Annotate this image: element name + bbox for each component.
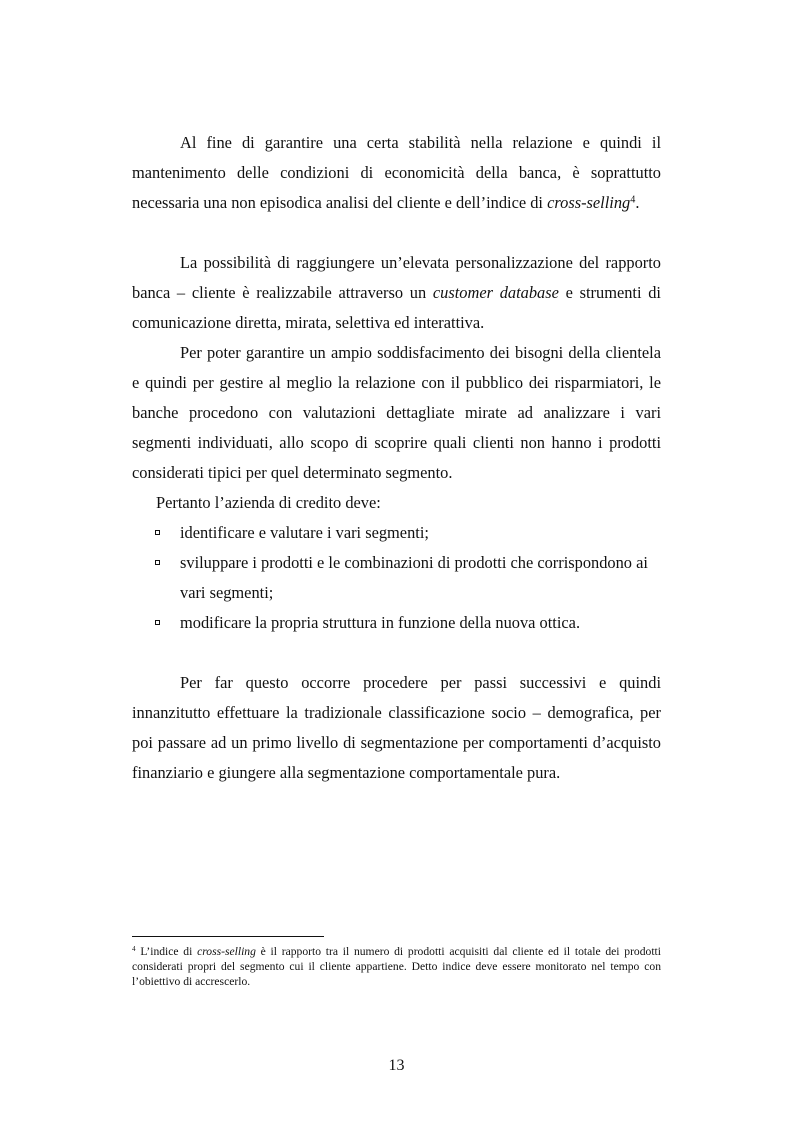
footnote-number: 4 bbox=[132, 945, 136, 954]
paragraph-4: Per far questo occorre procedere per passi successivi e quindi innanzitutto effettuare la tradizionale classificazione socio – demografica, per poi passare ad un primo livello di segmentazione per comportamenti d’acquisto finanziario e giungere alla segmentazione comportamentale pura. bbox=[132, 673, 661, 782]
paragraph-1-end: . bbox=[635, 193, 640, 212]
cross-selling-term: cross-selling bbox=[547, 193, 631, 212]
list-item-text: identificare e valutare i vari segmenti; bbox=[180, 523, 429, 542]
footnote bbox=[132, 944, 661, 989]
footnote-text-end: è il rapporto tra il numero di prodotti acquisiti dal cliente ed il totale dei prodotti considerati propri del segmento cui il cliente appartiene. Detto indice deve essere monitorato nel tempo con l’obiettivo di accrescerlo. bbox=[132, 945, 661, 988]
square-bullet-icon bbox=[155, 560, 160, 565]
paragraph-2-end: e strumenti di comunicazione diretta, mirata, selettiva ed interattiva. bbox=[132, 283, 661, 332]
footnote-reference[interactable]: 4 bbox=[630, 194, 636, 206]
bullet-list bbox=[155, 518, 661, 638]
paragraph-1 bbox=[132, 128, 661, 218]
paragraph-2-text: La possibilità di raggiungere un’elevata personalizzazione del rapporto banca – cliente è realizzabile attraverso un bbox=[132, 253, 661, 302]
footnote-cross-selling-term: cross-selling bbox=[197, 945, 256, 958]
footnote-separator bbox=[132, 936, 324, 937]
customer-database-term: customer database bbox=[432, 283, 559, 302]
square-bullet-icon bbox=[155, 620, 160, 625]
page-number: 13 bbox=[388, 1057, 405, 1074]
square-bullet-icon bbox=[155, 530, 160, 535]
footnote-text: L’indice di bbox=[135, 945, 198, 958]
list-item-text: sviluppare i prodotti e le combinazioni di prodotti che corrispondono ai vari segmenti; bbox=[180, 553, 648, 602]
list-item bbox=[155, 608, 661, 638]
paragraph-3: Per poter garantire un ampio soddisfacimento dei bisogni della clientela e quindi per gestire al meglio la relazione con il pubblico dei risparmiatori, le banche procedono con valutazioni dettagliate mirate ad analizzare i vari segmenti individuati, allo scopo di scoprire quali clienti non hanno i prodotti considerati tipici per quel determinato segmento. bbox=[132, 343, 661, 482]
list-item bbox=[155, 548, 661, 608]
paragraph-1-text: Al fine di garantire una certa stabilità nella relazione e quindi il mantenimento delle condizioni di economicità della banca, è soprattutto necessaria una non episodica analisi del cliente e dell’indice di bbox=[132, 133, 661, 212]
list-intro: Pertanto l’azienda di credito deve: bbox=[156, 493, 381, 512]
list-item-text: modificare la propria struttura in funzione della nuova ottica. bbox=[180, 613, 581, 632]
list-item bbox=[155, 518, 661, 548]
paragraph-2 bbox=[132, 248, 661, 338]
